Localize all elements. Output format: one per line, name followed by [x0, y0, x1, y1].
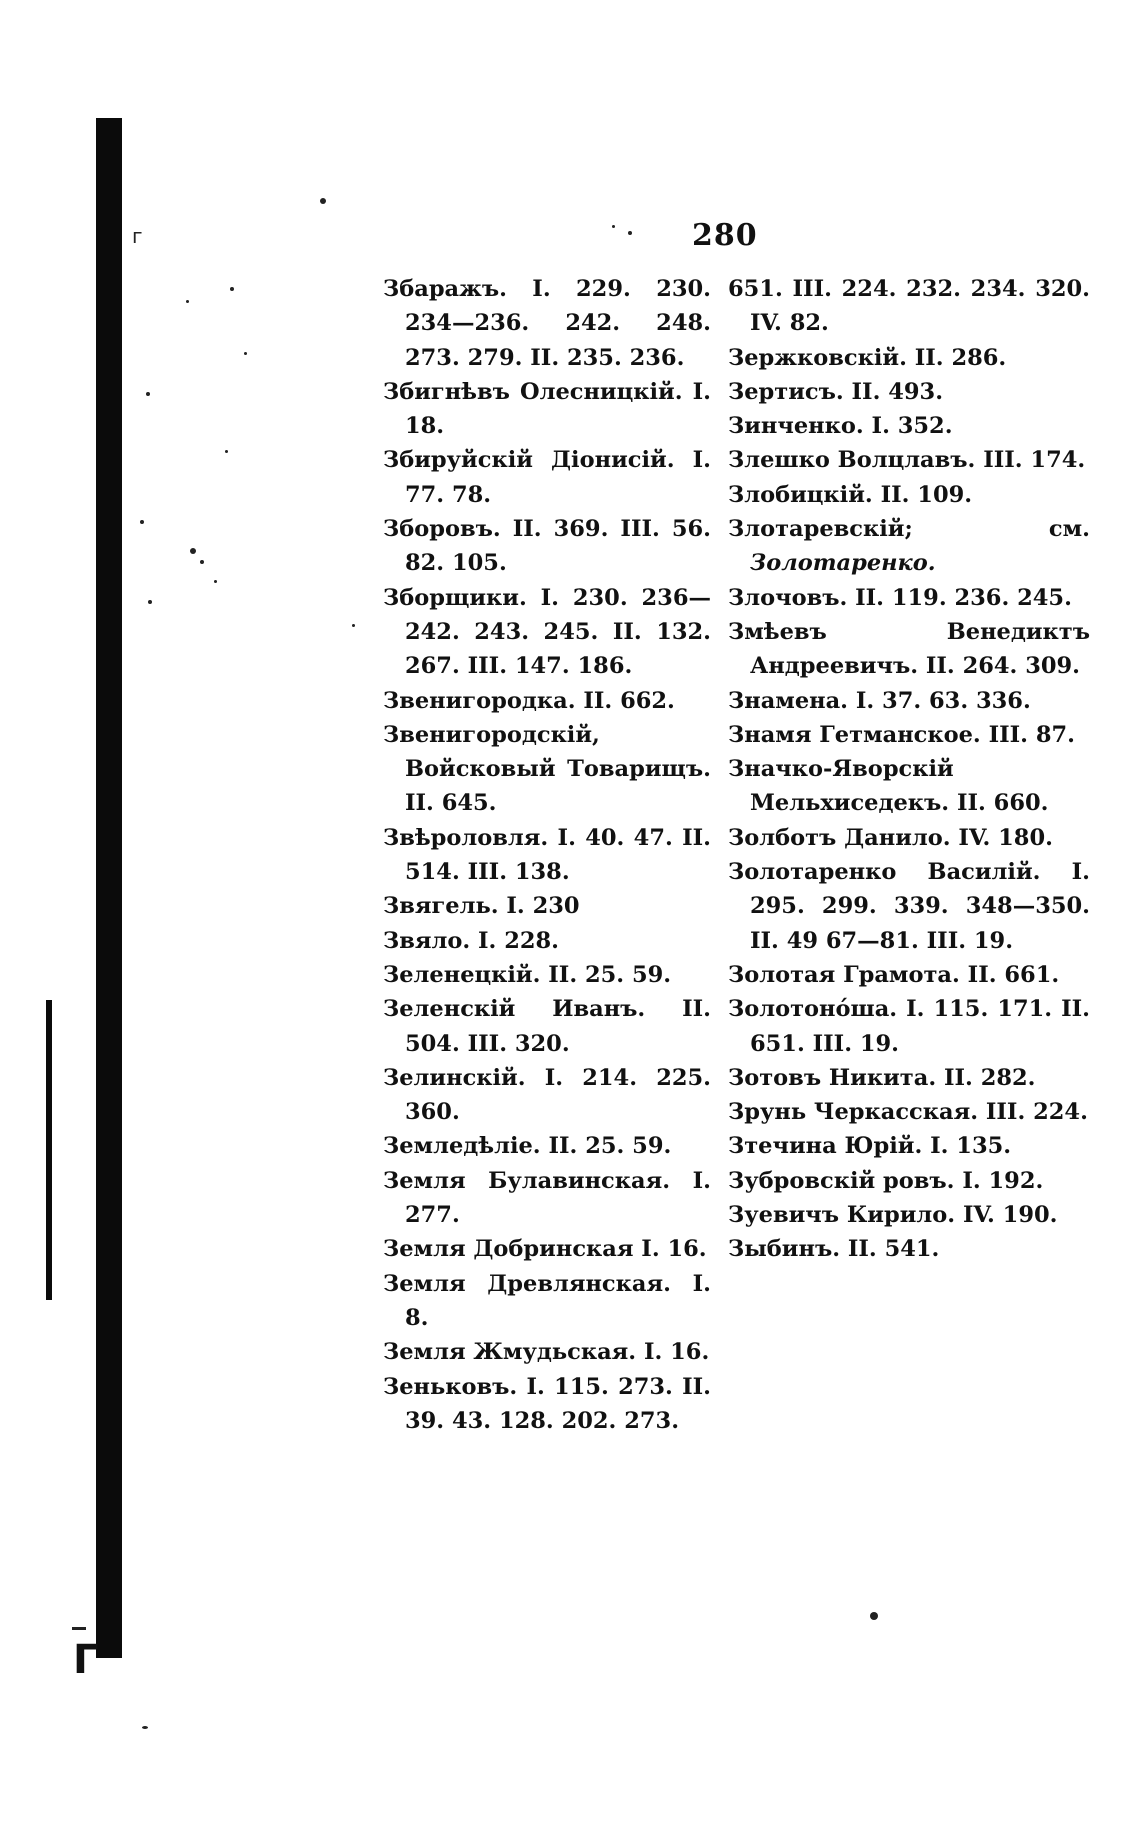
index-entry: Зелинскій. I. 214. 225. 360. [383, 1064, 711, 1126]
scan-speck [230, 287, 234, 291]
index-entry: Земля Булавинская. I. 277. [383, 1167, 711, 1229]
entry-text: Зержковскій. II. 286. [728, 344, 1007, 371]
index-column-right [728, 272, 1090, 1267]
index-entry [728, 684, 1090, 718]
entry-text: Золботъ Данило. IV. 180. [728, 824, 1053, 851]
index-entry: Збигнѣвъ Олесницкій. I. 18. [383, 378, 711, 440]
scan-edge-line [46, 1000, 52, 1300]
index-column-left [383, 272, 711, 1438]
scan-binding-shadow [96, 118, 122, 1658]
entry-text: Зтечина Юрій. I. 135. [728, 1133, 1012, 1160]
entry-cross-reference: Золотаренко. [750, 550, 936, 577]
index-entry: Зеленскій Иванъ. II. 504. III. 320. [383, 996, 711, 1057]
index-entry: Зборовъ. II. 369. III. 56. 82. 105. [383, 516, 711, 577]
scan-speck [870, 1612, 878, 1620]
scan-corner-glyph: Г [73, 1637, 99, 1683]
scan-speck [142, 1726, 148, 1729]
index-entry-continuation [728, 272, 1090, 341]
index-entry: Земледѣліе. II. 25. 59. [383, 1133, 672, 1160]
index-entry [728, 821, 1090, 855]
scan-speck [200, 560, 204, 564]
index-entry [728, 615, 1090, 684]
index-entry: Звягель. I. 230 [383, 893, 580, 920]
entry-text: 651. III. 224. 232. 234. 320. IV. 82. [728, 276, 1090, 337]
index-entry: Земля Древлянская. I. 8. [383, 1270, 711, 1331]
scan-speck [628, 231, 632, 235]
index-entry: Звенигородскій, Войсковый Товарищъ. II. 645. [383, 721, 711, 817]
entry-text: Зубровскій ровъ. I. 192. [728, 1167, 1044, 1194]
entry-text: Золотая Грамота. II. 661. [728, 961, 1060, 988]
page-number: 280 [692, 218, 758, 253]
entry-text: Злочовъ. II. 119. 236. 245. [728, 584, 1072, 611]
scan-speck [146, 392, 150, 396]
entry-text: Золотаренко Василій. I. 295. 299. 339. 348—350. II. 49 67—81. III. 19. [728, 859, 1090, 954]
index-entry [728, 752, 1090, 821]
index-entry [728, 341, 1090, 375]
entry-text: Зинченко. I. 352. [728, 413, 953, 440]
index-entry [728, 375, 1090, 409]
index-entry [728, 512, 1090, 581]
scan-speck [186, 300, 189, 303]
index-entry: Звѣроловля. I. 40. 47. II. 514. III. 138. [383, 824, 711, 886]
entry-text: Значко-Яворскій Мельхиседекъ. II. 660. [728, 756, 1049, 817]
index-entry: Зеньковъ. I. 115. 273. II. 39. 43. 128. 202. 273. [383, 1373, 711, 1434]
index-entry [728, 1129, 1090, 1163]
entry-text: Злешко Волцлавъ. III. 174. [728, 447, 1086, 474]
scan-speck [140, 520, 144, 524]
scan-speck [148, 600, 152, 604]
scan-corner-letter: г [132, 224, 143, 248]
entry-text: Знамя Гетманское. III. 87. [728, 721, 1075, 748]
scan-speck [612, 225, 615, 228]
entry-text: Знамена. I. 37. 63. 336. [728, 687, 1031, 714]
scan-speck [214, 580, 217, 583]
index-entry: Земля Жмудьская. I. 16. [383, 1339, 710, 1366]
index-entry [728, 992, 1090, 1061]
entry-text: Зертисъ. II. 493. [728, 378, 944, 405]
index-entry [728, 1164, 1090, 1198]
entry-text: Зуевичъ Кирило. IV. 190. [728, 1202, 1058, 1229]
index-entry [728, 1232, 1090, 1266]
index-entry [728, 478, 1090, 512]
index-entry [728, 855, 1090, 958]
entry-text: Зотовъ Никита. II. 282. [728, 1064, 1036, 1091]
index-entry [728, 443, 1090, 477]
index-entry [728, 1095, 1090, 1129]
entry-text: Золотоно́ша. I. 115. 171. II. 651. III. 19. [728, 996, 1090, 1057]
index-entry: Зборщики. I. 230. 236—242. 243. 245. II. 132. 267. III. 147. 186. [383, 584, 711, 680]
index-entry [728, 581, 1090, 615]
entry-text: Злотаревскій; см. [728, 516, 1090, 543]
index-entry: Звяло. I. 228. [383, 927, 560, 954]
entry-text: Злобицкій. II. 109. [728, 481, 973, 508]
index-entry [728, 1061, 1090, 1095]
scan-speck [352, 624, 355, 627]
index-entry: Збируйскій Діонисій. I. 77. 78. [383, 447, 711, 508]
scan-speck [244, 352, 247, 355]
index-entry: Збаражъ. I. 229. 230. 234—236. 242. 248. 273. 279. II. 235. 236. [383, 276, 711, 371]
entry-text: Зыбинъ. II. 541. [728, 1236, 940, 1263]
scan-speck [320, 198, 326, 204]
entry-text: Зрунь Черкасская. III. 224. [728, 1099, 1088, 1126]
index-entry: Зеленецкій. II. 25. 59. [383, 961, 672, 988]
index-entry [728, 409, 1090, 443]
scan-speck [225, 450, 228, 453]
index-entry: Звенигородка. II. 662. [383, 687, 675, 714]
scan-tick-mark [72, 1627, 86, 1630]
index-entry [728, 718, 1090, 752]
entry-text: Змѣевъ Венедиктъ Андреевичъ. II. 264. 309. [728, 618, 1090, 680]
index-entry [728, 958, 1090, 992]
scan-speck [190, 548, 196, 554]
index-entry [728, 1198, 1090, 1232]
index-entry: Земля Добринская I. 16. [383, 1236, 707, 1263]
